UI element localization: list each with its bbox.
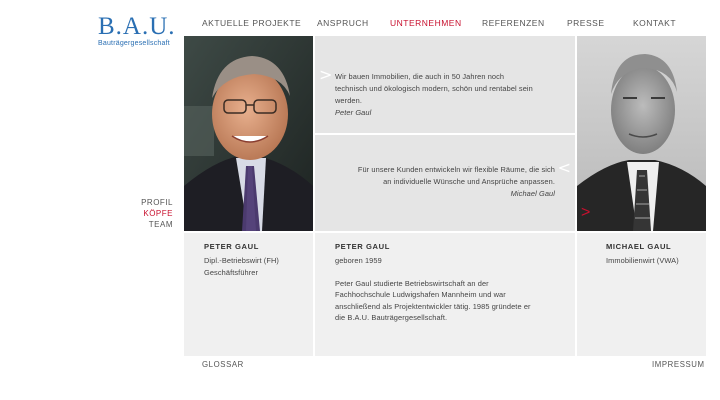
person-name: MICHAEL GAUL (606, 242, 672, 251)
nav-item-presse[interactable]: PRESSE (567, 18, 605, 28)
quote-line: an individuelle Wünsche und Ansprüche anpassen. (383, 177, 555, 186)
nav-item-unternehmen[interactable]: UNTERNEHMEN (390, 18, 462, 28)
quote-arrow-right-icon: > (319, 65, 333, 84)
quote-panel-peter (315, 36, 575, 133)
quote-line: Für unsere Kunden entwickeln wir flexible Räume, die sich (357, 165, 555, 174)
glossar-link[interactable]: GLOSSAR (202, 360, 244, 369)
quote-arrow-left-icon: < (557, 158, 571, 177)
quote-author: Peter Gaul (335, 108, 372, 117)
bio-line: die B.A.U. Bauträgergesellschaft. (335, 313, 448, 322)
bio-line: Peter Gaul studierte Betriebswirtschaft an der (335, 278, 489, 288)
bio-line: Fachhochschule Ludwigshafen Mannheim und war (335, 290, 506, 299)
nav-item-referenzen[interactable]: REFERENZEN (482, 18, 545, 28)
logo-mark: B.A.U. (98, 13, 176, 40)
info-column-right (577, 233, 706, 356)
person-born: geboren 1959 (335, 256, 382, 265)
person-name: PETER GAUL (204, 242, 259, 251)
main-nav (202, 18, 682, 32)
person-bio (335, 278, 571, 324)
quote-text-peter (335, 71, 571, 119)
quote-text-michael (319, 164, 555, 200)
section-nav (120, 197, 173, 230)
red-arrow-icon: > (581, 204, 591, 221)
info-column-left (184, 233, 313, 356)
nav-item-kontakt[interactable]: KONTAKT (633, 18, 677, 28)
logo[interactable] (98, 14, 178, 48)
photo-michael-gaul (577, 36, 706, 231)
quote-line: technisch und ökologisch modern, schön und rentabel sein (335, 84, 533, 93)
sidenav-item-team[interactable]: TEAM (148, 220, 173, 229)
impressum-link[interactable]: IMPRESSUM (652, 360, 705, 369)
bio-line: anschließend als Projektentwickler tätig. 1985 gründete er (335, 301, 531, 311)
quote-panel-michael (315, 135, 575, 231)
quote-author: Michael Gaul (510, 189, 555, 198)
sidenav-item-profil[interactable]: PROFIL (141, 198, 173, 207)
person-title: Immobilienwirt (VWA) (606, 256, 679, 265)
sidenav-item-koepfe[interactable]: KÖPFE (143, 209, 173, 218)
quote-line: werden. (335, 96, 362, 105)
person-role: Geschäftsführer (204, 267, 259, 277)
logo-subtitle: Bauträgergesellschaft (98, 40, 170, 47)
info-column-middle (315, 233, 575, 356)
person-title: Dipl.-Betriebswirt (FH) (204, 256, 279, 265)
quote-line: Wir bauen Immobilien, die auch in 50 Jahren noch (335, 72, 505, 81)
nav-item-aktuelle-projekte[interactable]: AKTUELLE PROJEKTE (202, 18, 302, 28)
person-name: PETER GAUL (335, 242, 390, 251)
nav-item-anspruch[interactable]: ANSPRUCH (317, 18, 369, 28)
photo-peter-gaul (184, 36, 313, 231)
